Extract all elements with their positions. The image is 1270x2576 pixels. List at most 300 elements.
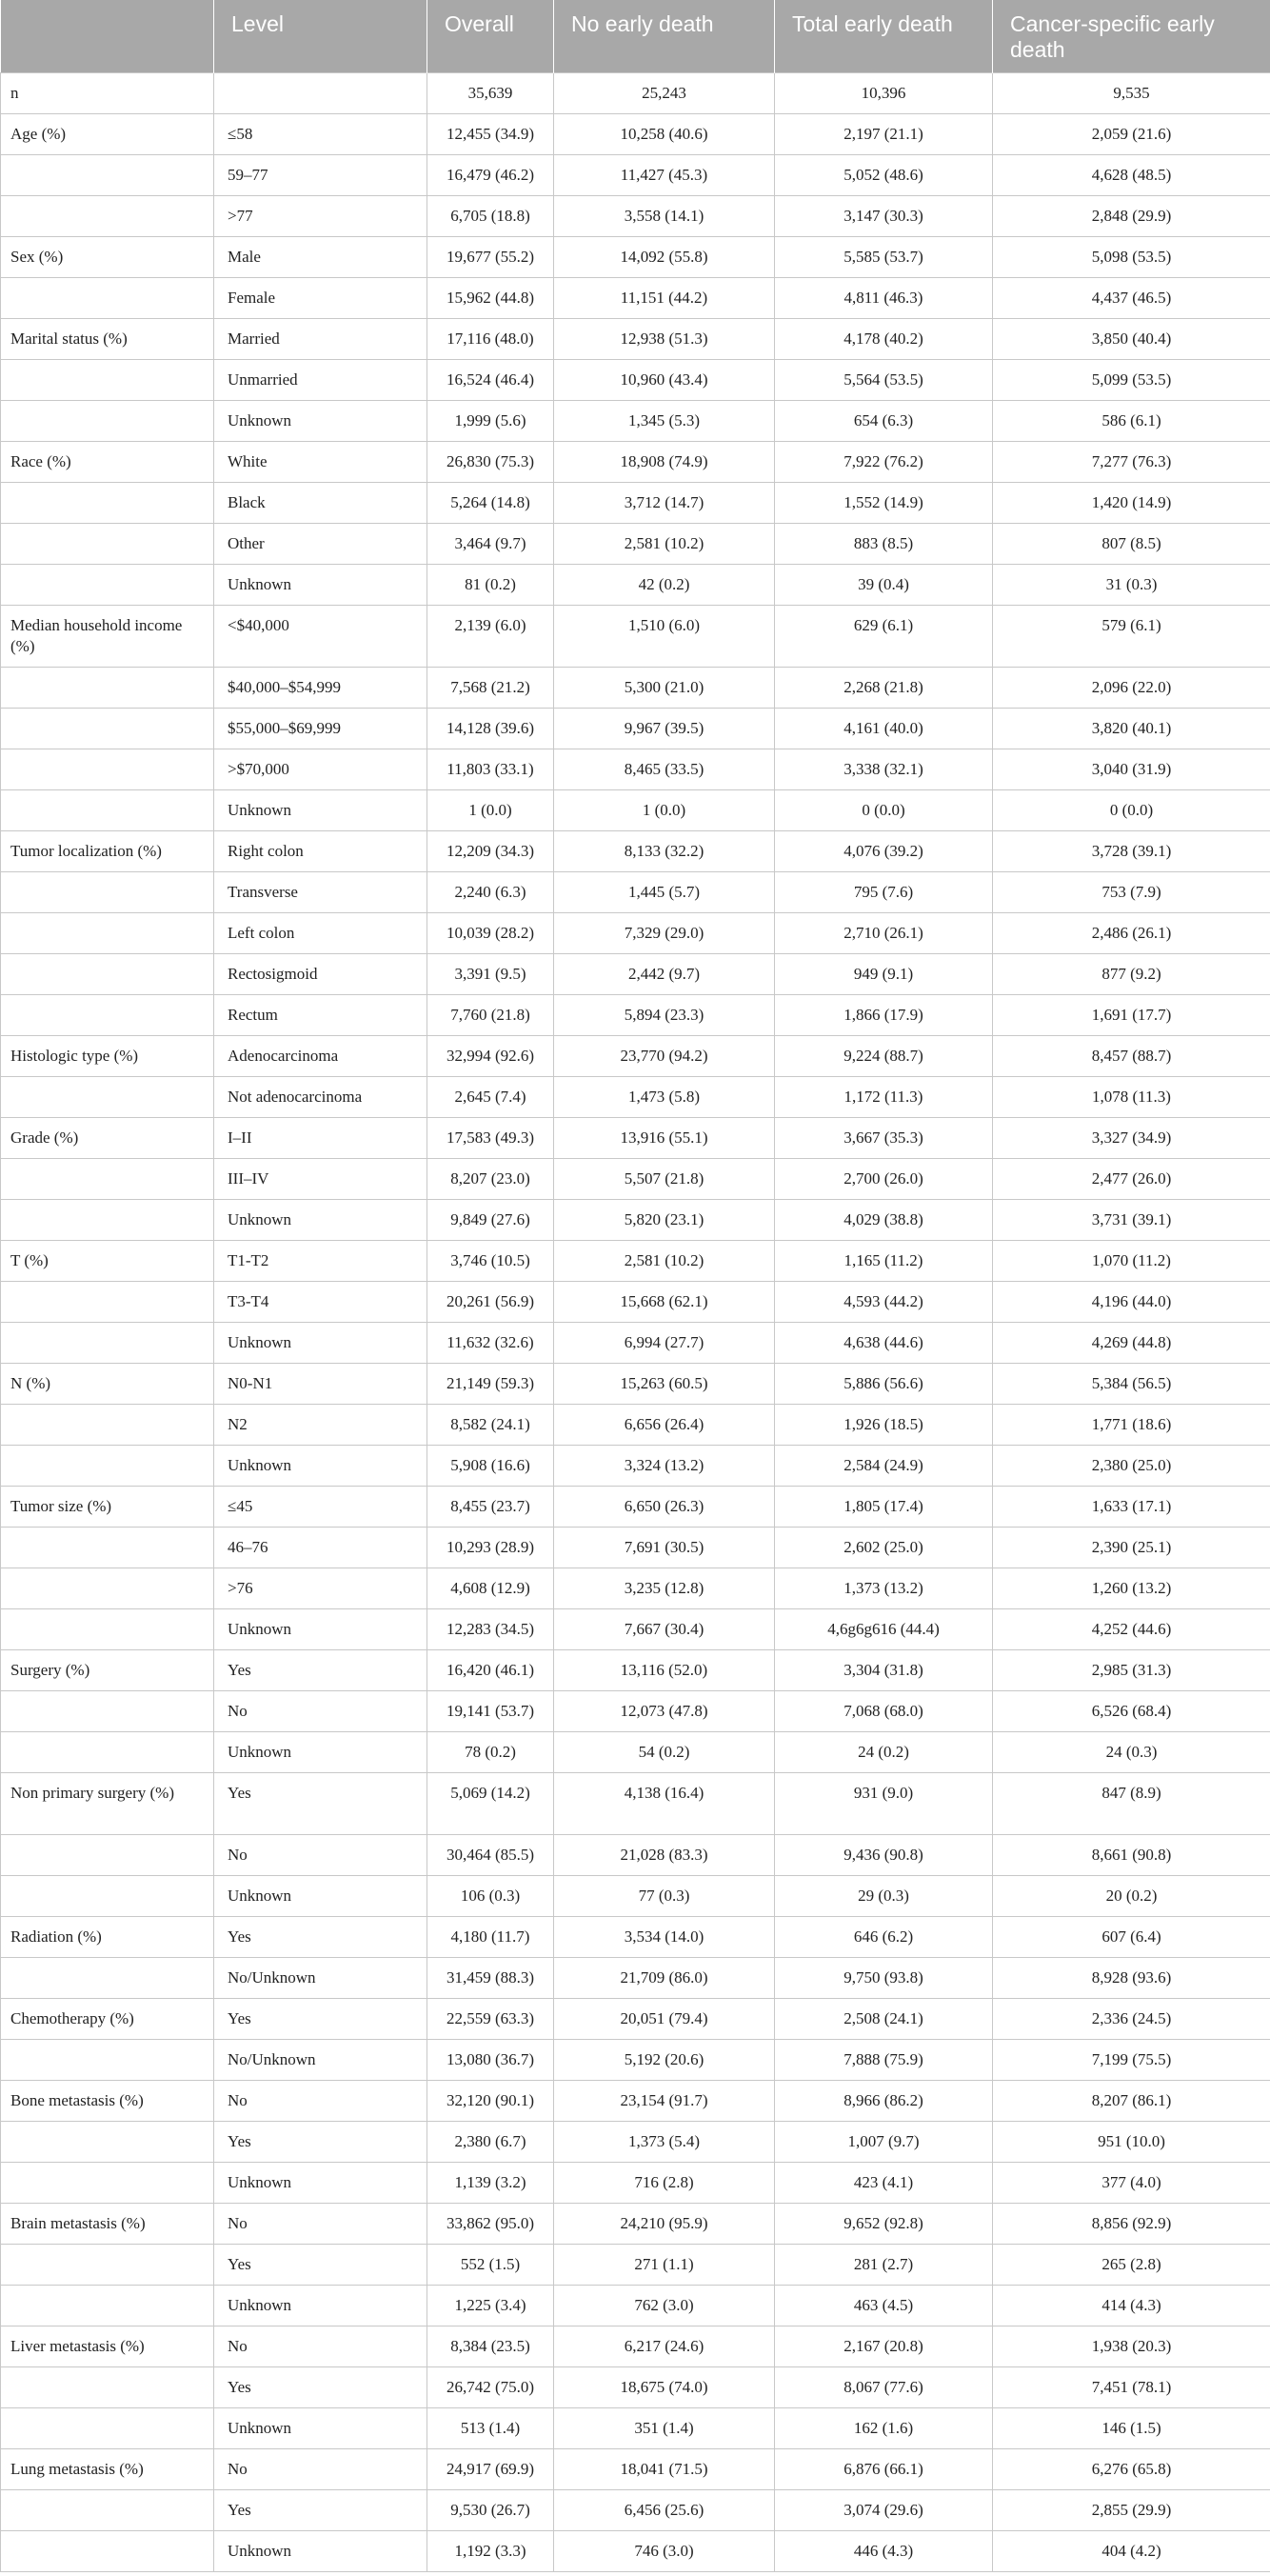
variable-cell <box>1 2408 214 2449</box>
value-cell: 951 (10.0) <box>993 2122 1270 2163</box>
value-cell: 5,820 (23.1) <box>554 1200 775 1241</box>
level-cell: <$40,000 <box>214 606 427 668</box>
value-cell: 4,628 (48.5) <box>993 155 1270 196</box>
value-cell: 5,384 (56.5) <box>993 1364 1270 1405</box>
value-cell: 4,811 (46.3) <box>775 278 993 319</box>
value-cell: 6,650 (26.3) <box>554 1487 775 1528</box>
value-cell: 4,437 (46.5) <box>993 278 1270 319</box>
value-cell: 5,894 (23.3) <box>554 995 775 1036</box>
table-row <box>1 2326 1270 2367</box>
value-cell: 23,770 (94.2) <box>554 1036 775 1077</box>
variable-cell <box>1 913 214 954</box>
value-cell: 1,999 (5.6) <box>427 401 554 442</box>
value-cell: 4,638 (44.6) <box>775 1323 993 1364</box>
value-cell: 14,092 (55.8) <box>554 237 775 278</box>
level-cell: Unknown <box>214 1732 427 1773</box>
value-cell: 7,329 (29.0) <box>554 913 775 954</box>
variable-cell <box>1 1528 214 1568</box>
value-cell: 11,427 (45.3) <box>554 155 775 196</box>
value-cell: 4,180 (11.7) <box>427 1917 554 1958</box>
value-cell: 3,728 (39.1) <box>993 831 1270 872</box>
value-cell: 4,593 (44.2) <box>775 1282 993 1323</box>
value-cell: 13,116 (52.0) <box>554 1650 775 1691</box>
value-cell: 1,633 (17.1) <box>993 1487 1270 1528</box>
value-cell: 17,583 (49.3) <box>427 1118 554 1159</box>
column-header: Level <box>214 0 427 73</box>
value-cell: 5,507 (21.8) <box>554 1159 775 1200</box>
value-cell: 2,197 (21.1) <box>775 114 993 155</box>
value-cell: 7,568 (21.2) <box>427 668 554 709</box>
level-cell: Transverse <box>214 872 427 913</box>
value-cell: 1 (0.0) <box>554 790 775 831</box>
value-cell: 552 (1.5) <box>427 2245 554 2286</box>
value-cell: 762 (3.0) <box>554 2286 775 2326</box>
value-cell: 3,820 (40.1) <box>993 709 1270 749</box>
value-cell: 2,584 (24.9) <box>775 1446 993 1487</box>
value-cell: 2,486 (26.1) <box>993 913 1270 954</box>
table-row <box>1 831 1270 872</box>
value-cell: 377 (4.0) <box>993 2163 1270 2204</box>
level-cell: Married <box>214 319 427 360</box>
value-cell: 1,938 (20.3) <box>993 2326 1270 2367</box>
value-cell: 1,771 (18.6) <box>993 1405 1270 1446</box>
table-row <box>1 1650 1270 1691</box>
value-cell: 281 (2.7) <box>775 2245 993 2286</box>
level-cell: Black <box>214 483 427 524</box>
value-cell: 423 (4.1) <box>775 2163 993 2204</box>
value-cell: 17,116 (48.0) <box>427 319 554 360</box>
table-row <box>1 1159 1270 1200</box>
value-cell: 2,268 (21.8) <box>775 668 993 709</box>
table-row <box>1 2245 1270 2286</box>
value-cell: 23,154 (91.7) <box>554 2081 775 2122</box>
value-cell: 2,581 (10.2) <box>554 1241 775 1282</box>
value-cell: 6,526 (68.4) <box>993 1691 1270 1732</box>
value-cell: 1,866 (17.9) <box>775 995 993 1036</box>
variable-cell <box>1 1609 214 1650</box>
level-cell: I–II <box>214 1118 427 1159</box>
value-cell: 3,667 (35.3) <box>775 1118 993 1159</box>
value-cell: 2,700 (26.0) <box>775 1159 993 1200</box>
value-cell: 2,240 (6.3) <box>427 872 554 913</box>
value-cell: 0 (0.0) <box>775 790 993 831</box>
variable-cell <box>1 2531 214 2572</box>
value-cell: 146 (1.5) <box>993 2408 1270 2449</box>
value-cell: 9,652 (92.8) <box>775 2204 993 2245</box>
level-cell: Unknown <box>214 2286 427 2326</box>
table-row <box>1 1282 1270 1323</box>
value-cell: 81 (0.2) <box>427 565 554 606</box>
value-cell: 8,856 (92.9) <box>993 2204 1270 2245</box>
value-cell: 1,192 (3.3) <box>427 2531 554 2572</box>
value-cell: 1,078 (11.3) <box>993 1077 1270 1118</box>
level-cell <box>214 73 427 114</box>
level-cell: Yes <box>214 1773 427 1835</box>
level-cell: Rectosigmoid <box>214 954 427 995</box>
level-cell: 46–76 <box>214 1528 427 1568</box>
value-cell: 13,916 (55.1) <box>554 1118 775 1159</box>
value-cell: 2,380 (6.7) <box>427 2122 554 2163</box>
variable-cell: Tumor size (%) <box>1 1487 214 1528</box>
value-cell: 7,451 (78.1) <box>993 2367 1270 2408</box>
value-cell: 12,283 (34.5) <box>427 1609 554 1650</box>
value-cell: 6,456 (25.6) <box>554 2490 775 2531</box>
value-cell: 10,258 (40.6) <box>554 114 775 155</box>
variable-cell: Sex (%) <box>1 237 214 278</box>
level-cell: No <box>214 1691 427 1732</box>
level-cell: No <box>214 2326 427 2367</box>
table-row <box>1 872 1270 913</box>
level-cell: ≤45 <box>214 1487 427 1528</box>
value-cell: 746 (3.0) <box>554 2531 775 2572</box>
value-cell: 3,746 (10.5) <box>427 1241 554 1282</box>
level-cell: N0-N1 <box>214 1364 427 1405</box>
value-cell: 1,260 (13.2) <box>993 1568 1270 1609</box>
table-row <box>1 1241 1270 1282</box>
value-cell: 2,442 (9.7) <box>554 954 775 995</box>
table-row <box>1 1609 1270 1650</box>
value-cell: 753 (7.9) <box>993 872 1270 913</box>
level-cell: No <box>214 1835 427 1876</box>
value-cell: 807 (8.5) <box>993 524 1270 565</box>
value-cell: 795 (7.6) <box>775 872 993 913</box>
value-cell: 931 (9.0) <box>775 1773 993 1835</box>
value-cell: 13,080 (36.7) <box>427 2040 554 2081</box>
value-cell: 30,464 (85.5) <box>427 1835 554 1876</box>
table-row <box>1 114 1270 155</box>
table-row <box>1 2408 1270 2449</box>
variable-cell <box>1 709 214 749</box>
table-row <box>1 1200 1270 1241</box>
level-cell: Yes <box>214 2367 427 2408</box>
variable-cell: Lung metastasis (%) <box>1 2449 214 2490</box>
value-cell: 646 (6.2) <box>775 1917 993 1958</box>
value-cell: 32,994 (92.6) <box>427 1036 554 1077</box>
value-cell: 7,667 (30.4) <box>554 1609 775 1650</box>
level-cell: T3-T4 <box>214 1282 427 1323</box>
value-cell: 3,147 (30.3) <box>775 196 993 237</box>
value-cell: 1,510 (6.0) <box>554 606 775 668</box>
level-cell: Unknown <box>214 1609 427 1650</box>
table-row <box>1 668 1270 709</box>
value-cell: 12,209 (34.3) <box>427 831 554 872</box>
value-cell: 5,886 (56.6) <box>775 1364 993 1405</box>
value-cell: 6,276 (65.8) <box>993 2449 1270 2490</box>
table-row <box>1 1118 1270 1159</box>
value-cell: 4,076 (39.2) <box>775 831 993 872</box>
value-cell: 15,962 (44.8) <box>427 278 554 319</box>
value-cell: 5,908 (16.6) <box>427 1446 554 1487</box>
variable-cell <box>1 954 214 995</box>
value-cell: 1,225 (3.4) <box>427 2286 554 2326</box>
table-row <box>1 442 1270 483</box>
value-cell: 513 (1.4) <box>427 2408 554 2449</box>
variable-cell: N (%) <box>1 1364 214 1405</box>
value-cell: 20,051 (79.4) <box>554 1999 775 2040</box>
value-cell: 9,967 (39.5) <box>554 709 775 749</box>
value-cell: 9,530 (26.7) <box>427 2490 554 2531</box>
value-cell: 10,039 (28.2) <box>427 913 554 954</box>
variable-cell: Liver metastasis (%) <box>1 2326 214 2367</box>
level-cell: Yes <box>214 2490 427 2531</box>
value-cell: 8,928 (93.6) <box>993 1958 1270 1999</box>
value-cell: 2,645 (7.4) <box>427 1077 554 1118</box>
value-cell: 9,224 (88.7) <box>775 1036 993 1077</box>
variable-cell: Brain metastasis (%) <box>1 2204 214 2245</box>
value-cell: 5,052 (48.6) <box>775 155 993 196</box>
value-cell: 4,161 (40.0) <box>775 709 993 749</box>
table-row <box>1 1876 1270 1917</box>
table-row <box>1 2040 1270 2081</box>
table-row <box>1 2490 1270 2531</box>
value-cell: 847 (8.9) <box>993 1773 1270 1835</box>
value-cell: 54 (0.2) <box>554 1732 775 1773</box>
value-cell: 1,926 (18.5) <box>775 1405 993 1446</box>
value-cell: 32,120 (90.1) <box>427 2081 554 2122</box>
variable-cell <box>1 668 214 709</box>
value-cell: 2,477 (26.0) <box>993 1159 1270 1200</box>
variable-cell <box>1 1323 214 1364</box>
value-cell: 3,074 (29.6) <box>775 2490 993 2531</box>
variable-cell <box>1 1876 214 1917</box>
level-cell: Unknown <box>214 1323 427 1364</box>
value-cell: 2,167 (20.8) <box>775 2326 993 2367</box>
value-cell: 5,069 (14.2) <box>427 1773 554 1835</box>
value-cell: 3,464 (9.7) <box>427 524 554 565</box>
table-row <box>1 1568 1270 1609</box>
value-cell: 2,380 (25.0) <box>993 1446 1270 1487</box>
variable-cell <box>1 360 214 401</box>
value-cell: 24 (0.2) <box>775 1732 993 1773</box>
variable-cell <box>1 1691 214 1732</box>
value-cell: 3,304 (31.8) <box>775 1650 993 1691</box>
level-cell: >77 <box>214 196 427 237</box>
value-cell: 18,675 (74.0) <box>554 2367 775 2408</box>
column-header: Cancer-specific early death <box>993 0 1270 73</box>
value-cell: 883 (8.5) <box>775 524 993 565</box>
value-cell: 949 (9.1) <box>775 954 993 995</box>
variable-cell: Grade (%) <box>1 1118 214 1159</box>
variable-cell: Histologic type (%) <box>1 1036 214 1077</box>
variable-cell: Age (%) <box>1 114 214 155</box>
value-cell: 18,041 (71.5) <box>554 2449 775 2490</box>
value-cell: 19,677 (55.2) <box>427 237 554 278</box>
value-cell: 3,731 (39.1) <box>993 1200 1270 1241</box>
value-cell: 162 (1.6) <box>775 2408 993 2449</box>
table-row <box>1 196 1270 237</box>
value-cell: 9,750 (93.8) <box>775 1958 993 1999</box>
value-cell: 21,709 (86.0) <box>554 1958 775 1999</box>
variable-cell: Tumor localization (%) <box>1 831 214 872</box>
level-cell: Yes <box>214 2245 427 2286</box>
variable-cell <box>1 995 214 1036</box>
table-row <box>1 1835 1270 1876</box>
value-cell: 6,217 (24.6) <box>554 2326 775 2367</box>
table-row <box>1 1077 1270 1118</box>
level-cell: Female <box>214 278 427 319</box>
variable-cell <box>1 524 214 565</box>
value-cell: 1,345 (5.3) <box>554 401 775 442</box>
value-cell: 5,098 (53.5) <box>993 237 1270 278</box>
value-cell: 2,855 (29.9) <box>993 2490 1270 2531</box>
level-cell: N2 <box>214 1405 427 1446</box>
value-cell: 19,141 (53.7) <box>427 1691 554 1732</box>
value-cell: 12,938 (51.3) <box>554 319 775 360</box>
variable-cell: Non primary surgery (%) <box>1 1773 214 1835</box>
variable-cell: Marital status (%) <box>1 319 214 360</box>
table-row <box>1 2367 1270 2408</box>
column-header <box>1 0 214 73</box>
value-cell: 7,199 (75.5) <box>993 2040 1270 2081</box>
level-cell: Unknown <box>214 2163 427 2204</box>
variable-cell: Chemotherapy (%) <box>1 1999 214 2040</box>
value-cell: 607 (6.4) <box>993 1917 1270 1958</box>
level-cell: No <box>214 2449 427 2490</box>
level-cell: Unknown <box>214 790 427 831</box>
table-row <box>1 749 1270 790</box>
value-cell: 1,373 (5.4) <box>554 2122 775 2163</box>
value-cell: 1,373 (13.2) <box>775 1568 993 1609</box>
table-row <box>1 2122 1270 2163</box>
value-cell: 579 (6.1) <box>993 606 1270 668</box>
level-cell: $40,000–$54,999 <box>214 668 427 709</box>
value-cell: 29 (0.3) <box>775 1876 993 1917</box>
value-cell: 8,582 (24.1) <box>427 1405 554 1446</box>
variable-cell <box>1 2286 214 2326</box>
value-cell: 78 (0.2) <box>427 1732 554 1773</box>
table-row <box>1 1691 1270 1732</box>
value-cell: 716 (2.8) <box>554 2163 775 2204</box>
value-cell: 1,139 (3.2) <box>427 2163 554 2204</box>
variable-cell <box>1 1958 214 1999</box>
level-cell: Unknown <box>214 2531 427 2572</box>
table-row <box>1 237 1270 278</box>
value-cell: 8,465 (33.5) <box>554 749 775 790</box>
level-cell: Rectum <box>214 995 427 1036</box>
level-cell: Male <box>214 237 427 278</box>
level-cell: Unknown <box>214 1446 427 1487</box>
value-cell: 4,608 (12.9) <box>427 1568 554 1609</box>
value-cell: 33,862 (95.0) <box>427 2204 554 2245</box>
header-row <box>1 0 1270 73</box>
variable-cell <box>1 2245 214 2286</box>
value-cell: 2,985 (31.3) <box>993 1650 1270 1691</box>
variable-cell <box>1 401 214 442</box>
table-row <box>1 790 1270 831</box>
table-row <box>1 2081 1270 2122</box>
value-cell: 12,455 (34.9) <box>427 114 554 155</box>
value-cell: 10,396 <box>775 73 993 114</box>
value-cell: 4,6g6g616 (44.4) <box>775 1609 993 1650</box>
value-cell: 3,235 (12.8) <box>554 1568 775 1609</box>
table-row <box>1 1364 1270 1405</box>
value-cell: 77 (0.3) <box>554 1876 775 1917</box>
variable-cell <box>1 1282 214 1323</box>
table-row <box>1 2286 1270 2326</box>
value-cell: 3,327 (34.9) <box>993 1118 1270 1159</box>
value-cell: 21,028 (83.3) <box>554 1835 775 1876</box>
variable-cell <box>1 155 214 196</box>
table-row <box>1 995 1270 1036</box>
value-cell: 5,564 (53.5) <box>775 360 993 401</box>
table-row <box>1 2531 1270 2572</box>
level-cell: III–IV <box>214 1159 427 1200</box>
value-cell: 404 (4.2) <box>993 2531 1270 2572</box>
variable-cell: Median household income (%) <box>1 606 214 668</box>
variable-cell <box>1 1405 214 1446</box>
value-cell: 16,479 (46.2) <box>427 155 554 196</box>
table-header <box>1 0 1270 73</box>
level-cell: Left colon <box>214 913 427 954</box>
value-cell: 351 (1.4) <box>554 2408 775 2449</box>
value-cell: 11,151 (44.2) <box>554 278 775 319</box>
variable-cell <box>1 2367 214 2408</box>
variable-cell <box>1 2163 214 2204</box>
table-row <box>1 155 1270 196</box>
level-cell: White <box>214 442 427 483</box>
value-cell: 106 (0.3) <box>427 1876 554 1917</box>
value-cell: 1,805 (17.4) <box>775 1487 993 1528</box>
value-cell: 16,420 (46.1) <box>427 1650 554 1691</box>
value-cell: 35,639 <box>427 73 554 114</box>
level-cell: Yes <box>214 1999 427 2040</box>
variable-cell: T (%) <box>1 1241 214 1282</box>
value-cell: 4,269 (44.8) <box>993 1323 1270 1364</box>
value-cell: 3,324 (13.2) <box>554 1446 775 1487</box>
table-row <box>1 278 1270 319</box>
variable-cell <box>1 2040 214 2081</box>
value-cell: 2,581 (10.2) <box>554 524 775 565</box>
level-cell: Unknown <box>214 2408 427 2449</box>
level-cell: Adenocarcinoma <box>214 1036 427 1077</box>
value-cell: 3,558 (14.1) <box>554 196 775 237</box>
table-row <box>1 606 1270 668</box>
value-cell: 271 (1.1) <box>554 2245 775 2286</box>
value-cell: 15,668 (62.1) <box>554 1282 775 1323</box>
value-cell: 24,210 (95.9) <box>554 2204 775 2245</box>
value-cell: 12,073 (47.8) <box>554 1691 775 1732</box>
level-cell: T1-T2 <box>214 1241 427 1282</box>
variable-cell <box>1 1732 214 1773</box>
level-cell: Not adenocarcinoma <box>214 1077 427 1118</box>
value-cell: 1,552 (14.9) <box>775 483 993 524</box>
value-cell: 7,277 (76.3) <box>993 442 1270 483</box>
value-cell: 8,384 (23.5) <box>427 2326 554 2367</box>
table-row <box>1 524 1270 565</box>
value-cell: 1,420 (14.9) <box>993 483 1270 524</box>
value-cell: 2,096 (22.0) <box>993 668 1270 709</box>
variable-cell: n <box>1 73 214 114</box>
value-cell: 4,178 (40.2) <box>775 319 993 360</box>
level-cell: No <box>214 2081 427 2122</box>
value-cell: 2,336 (24.5) <box>993 1999 1270 2040</box>
value-cell: 1,172 (11.3) <box>775 1077 993 1118</box>
variable-cell <box>1 1159 214 1200</box>
value-cell: 26,830 (75.3) <box>427 442 554 483</box>
value-cell: 4,029 (38.8) <box>775 1200 993 1241</box>
value-cell: 9,436 (90.8) <box>775 1835 993 1876</box>
level-cell: No/Unknown <box>214 1958 427 1999</box>
value-cell: 6,994 (27.7) <box>554 1323 775 1364</box>
value-cell: 31 (0.3) <box>993 565 1270 606</box>
level-cell: No/Unknown <box>214 2040 427 2081</box>
table-row <box>1 1405 1270 1446</box>
level-cell: No <box>214 2204 427 2245</box>
value-cell: 1,165 (11.2) <box>775 1241 993 1282</box>
value-cell: 22,559 (63.3) <box>427 1999 554 2040</box>
value-cell: 5,585 (53.7) <box>775 237 993 278</box>
value-cell: 7,888 (75.9) <box>775 2040 993 2081</box>
